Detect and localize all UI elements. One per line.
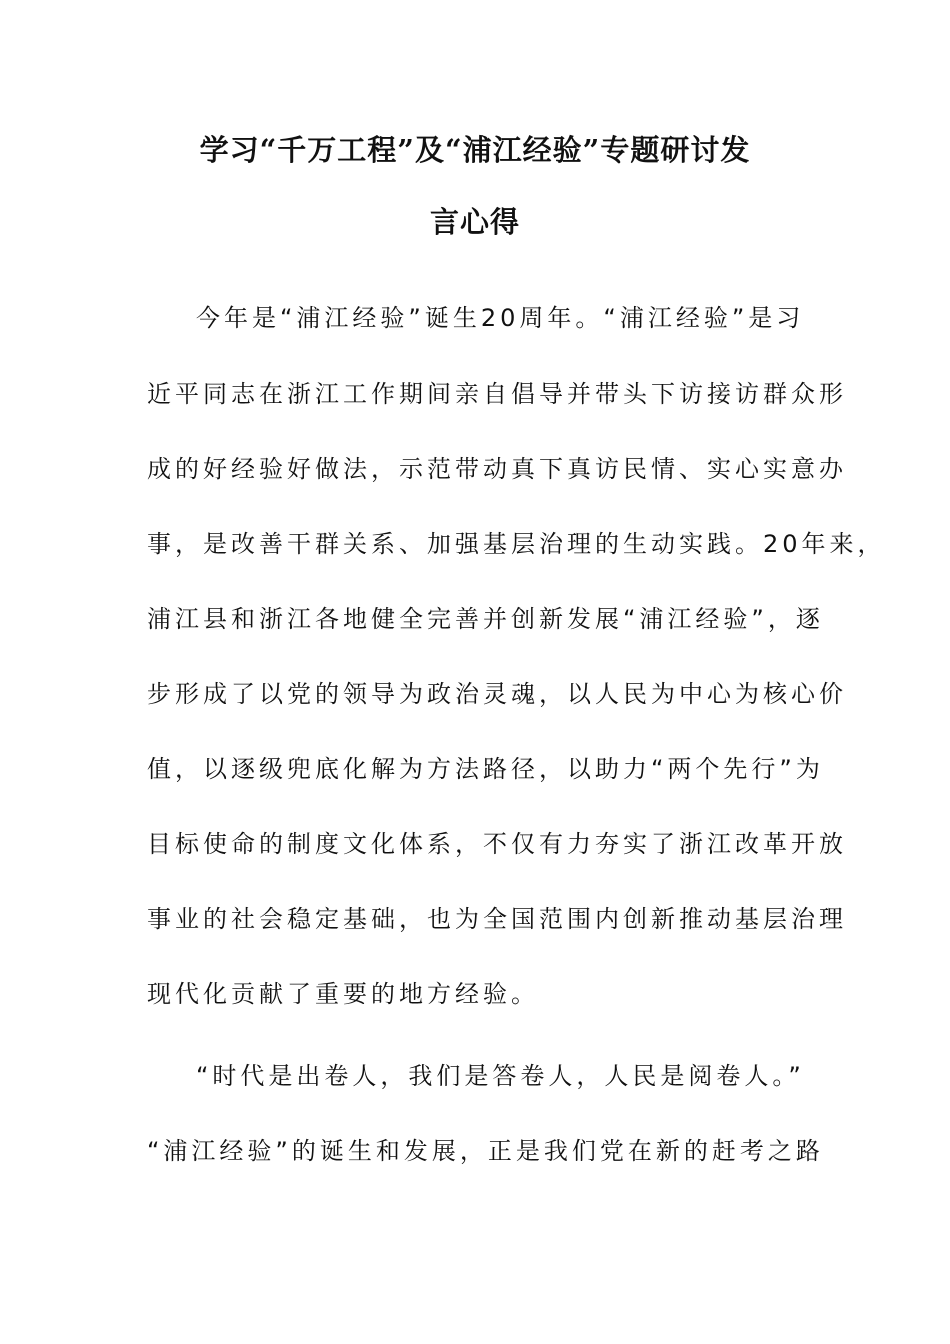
paragraph-line: 近平同志在浙江工作期间亲自倡导并带头下访接访群众形 [147,380,847,408]
paragraph-line: 步形成了以党的领导为政治灵魂，以人民为中心为核心价 [147,680,847,708]
paragraph-line: “时代是出卷人，我们是答卷人，人民是阅卷人。” [196,1062,805,1090]
paragraph-line: 现代化贡献了重要的地方经验。 [147,980,539,1008]
paragraph-line: 值，以逐级兜底化解为方法路径，以助力“两个先行”为 [147,755,824,783]
paragraph-line: 目标使命的制度文化体系，不仅有力夯实了浙江改革开放 [147,830,847,858]
paragraph-line: 事，是改善干群关系、加强基层治理的生动实践。20年来， [147,530,886,558]
paragraph-line: “浦江经验”的诞生和发展，正是我们党在新的赶考之路 [147,1137,824,1165]
document-title-line-2: 言心得 [429,205,520,239]
paragraph-line: 浦江县和浙江各地健全完善并创新发展“浦江经验”，逐 [147,605,824,633]
document-title-line-1: 学习“千万工程”及“浦江经验”专题研讨发 [199,133,751,167]
paragraph-line: 成的好经验好做法，示范带动真下真访民情、实心实意办 [147,455,847,483]
paragraph-line: 事业的社会稳定基础，也为全国范围内创新推动基层治理 [147,905,847,933]
paragraph-line: 今年是“浦江经验”诞生20周年。“浦江经验”是习 [196,304,805,332]
